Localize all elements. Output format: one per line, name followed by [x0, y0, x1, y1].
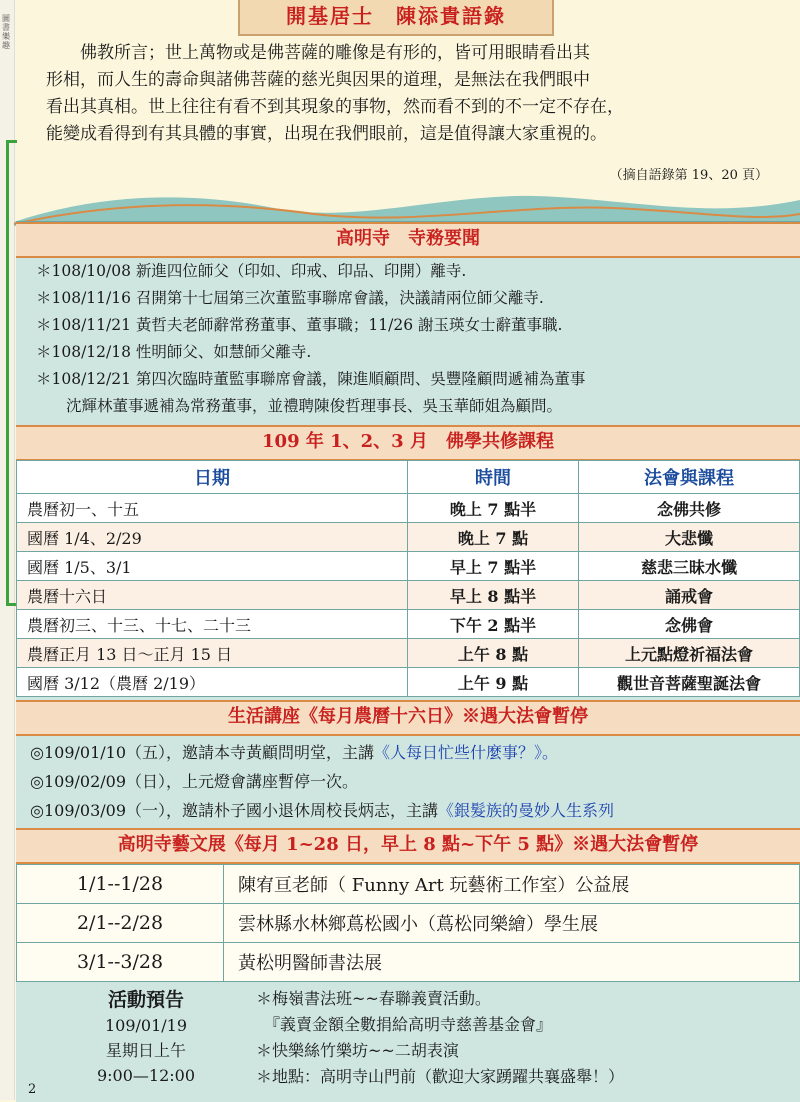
lecture-item — [30, 796, 800, 825]
exhibition-desc: 黃松明醫師書法展 — [224, 943, 800, 982]
lecture-topic: 《人每日忙些什麼事？》。 — [374, 743, 559, 762]
quote-text — [46, 40, 786, 148]
exhibition-date: 1/1--1/28 — [17, 865, 224, 904]
exhibition-desc: 雲林縣水林鄉蔦松國小（蔦松同樂繪）學生展 — [224, 904, 800, 943]
quote-source: （摘自語錄第 19、20 頁） — [609, 168, 768, 183]
exhibition-section-title: 高明寺藝文展《每月 1~28 日，早上 8 點~下午 5 點》※遇大法會暫停 — [16, 828, 800, 864]
lecture-item — [30, 767, 800, 796]
course-time: 早上 8 點半 — [408, 581, 579, 610]
lecture-section-title: 生活講座《每月農曆十六日》※遇大法會暫停 — [16, 700, 800, 736]
table-row — [17, 610, 800, 639]
news-item: ＊108/12/18 性明師父、如慧師父離寺. — [36, 343, 312, 361]
course-event: 誦戒會 — [579, 581, 800, 610]
wave-divider — [14, 186, 800, 226]
course-event: 觀世音菩薩聖誕法會 — [579, 668, 800, 697]
course-date: 農曆初一、十五 — [17, 494, 408, 523]
preview-item: ＊梅嶺書法班~~春聯義賣活動。 — [256, 989, 491, 1008]
table-row — [17, 523, 800, 552]
preview-day: 星期日上午 — [105, 1041, 186, 1060]
course-header-row — [17, 461, 800, 494]
event-preview — [16, 980, 800, 1100]
table-row — [17, 865, 800, 904]
course-event: 念佛共修 — [579, 494, 800, 523]
preview-time: 9:00—12:00 — [96, 1066, 196, 1085]
course-time: 上午 9 點 — [408, 668, 579, 697]
preview-item: 『義賣金額全數捐給高明寺慈善基金會』 — [256, 1015, 553, 1034]
course-time: 晚上 7 點 — [408, 523, 579, 552]
course-date: 國曆 3/12（農曆 2/19） — [17, 668, 408, 697]
quote-line: 看出其真相。世上往往有看不到其現象的事物，然而看不到的不一定不存在， — [46, 97, 624, 117]
course-event: 慈悲三昧水懺 — [579, 552, 800, 581]
news-section-title: 高明寺 寺務要聞 — [16, 222, 800, 258]
course-date: 國曆 1/4、2/29 — [17, 523, 408, 552]
course-date: 農曆初三、十三、十七、二十三 — [17, 610, 408, 639]
exhibition-desc: 陳宥亘老師（ Funny Art 玩藝術工作室）公益展 — [224, 865, 800, 904]
course-date: 農曆十六日 — [17, 581, 408, 610]
side-label: 圖書樂趣 — [2, 14, 10, 50]
table-row — [17, 639, 800, 668]
news-item: ＊108/11/21 黃哲夫老師辭常務董事、董事職；11/26 謝玉瑛女士辭董事職. — [36, 316, 563, 334]
preview-title: 活動預告 — [107, 989, 184, 1011]
preview-details — [256, 986, 796, 1090]
lecture-item — [30, 738, 800, 767]
course-time: 晚上 7 點半 — [408, 494, 579, 523]
col-header-event: 法會與課程 — [579, 461, 800, 494]
course-time: 上午 8 點 — [408, 639, 579, 668]
quote-line: 形相，而人生的壽命與諸佛菩薩的慈光與因果的道理，是無法在我們眼中 — [46, 70, 590, 90]
course-section-title: 109 年 1、2、3 月 佛學共修課程 — [16, 425, 800, 461]
preview-info — [56, 988, 236, 1088]
news-item: ＊108/11/16 召開第十七屆第三次董監事聯席會議，決議請兩位師父離寺. — [36, 289, 544, 307]
course-time: 下午 2 點半 — [408, 610, 579, 639]
quote-line: 佛教所言；世上萬物或是佛菩薩的雕像是有形的，皆可用眼睛看出其 — [80, 43, 590, 63]
lecture-list — [30, 738, 800, 825]
preview-item: ＊地點：高明寺山門前（歡迎大家踴躍共襄盛舉！） — [256, 1067, 625, 1086]
lecture-text: ◎109/03/09（一），邀請朴子國小退休周校長炳志，主講 — [30, 801, 439, 820]
exhibition-date: 2/1--2/28 — [17, 904, 224, 943]
table-row — [17, 581, 800, 610]
course-event: 念佛會 — [579, 610, 800, 639]
news-list — [36, 258, 796, 420]
course-date: 國曆 1/5、3/1 — [17, 552, 408, 581]
page-title: 開基居士 陳添貴語錄 — [238, 0, 554, 36]
exhibition-date: 3/1--3/28 — [17, 943, 224, 982]
lecture-text: ◎109/01/10（五），邀請本寺黃顧問明堂，主講 — [30, 743, 375, 762]
course-event: 上元點燈祈福法會 — [579, 639, 800, 668]
lecture-text: ◎109/02/09（日），上元燈會講座暫停一次。 — [30, 772, 359, 791]
news-item-continuation: 沈輝林董事遞補為常務董事，並禮聘陳俊哲理事長、吳玉華師姐為顧問。 — [66, 397, 563, 415]
exhibition-table — [16, 864, 800, 982]
course-table — [16, 460, 800, 697]
news-item: ＊108/12/21 第四次臨時董監事聯席會議，陳進順顧問、吳豐隆顧問遞補為董事 — [36, 370, 586, 388]
news-item: ＊108/10/08 新進四位師父（印如、印戒、印品、印開）離寺. — [36, 262, 467, 280]
course-time: 早上 7 點半 — [408, 552, 579, 581]
course-event: 大悲懺 — [579, 523, 800, 552]
preview-date: 109/01/19 — [104, 1016, 188, 1035]
table-row — [17, 943, 800, 982]
quote-line: 能變成看得到有其具體的事實，出現在我們眼前，這是值得讓大家重視的。 — [46, 124, 607, 144]
page-number: 2 — [28, 1082, 37, 1097]
lecture-topic: 《銀髮族的曼妙人生系列 — [438, 801, 615, 820]
preview-item: ＊快樂絲竹樂坊~~二胡表演 — [256, 1041, 459, 1060]
table-row — [17, 904, 800, 943]
table-row — [17, 668, 800, 697]
col-header-date: 日期 — [17, 461, 408, 494]
table-row — [17, 494, 800, 523]
table-row — [17, 552, 800, 581]
course-date: 農曆正月 13 日～正月 15 日 — [17, 639, 408, 668]
col-header-time: 時間 — [408, 461, 579, 494]
